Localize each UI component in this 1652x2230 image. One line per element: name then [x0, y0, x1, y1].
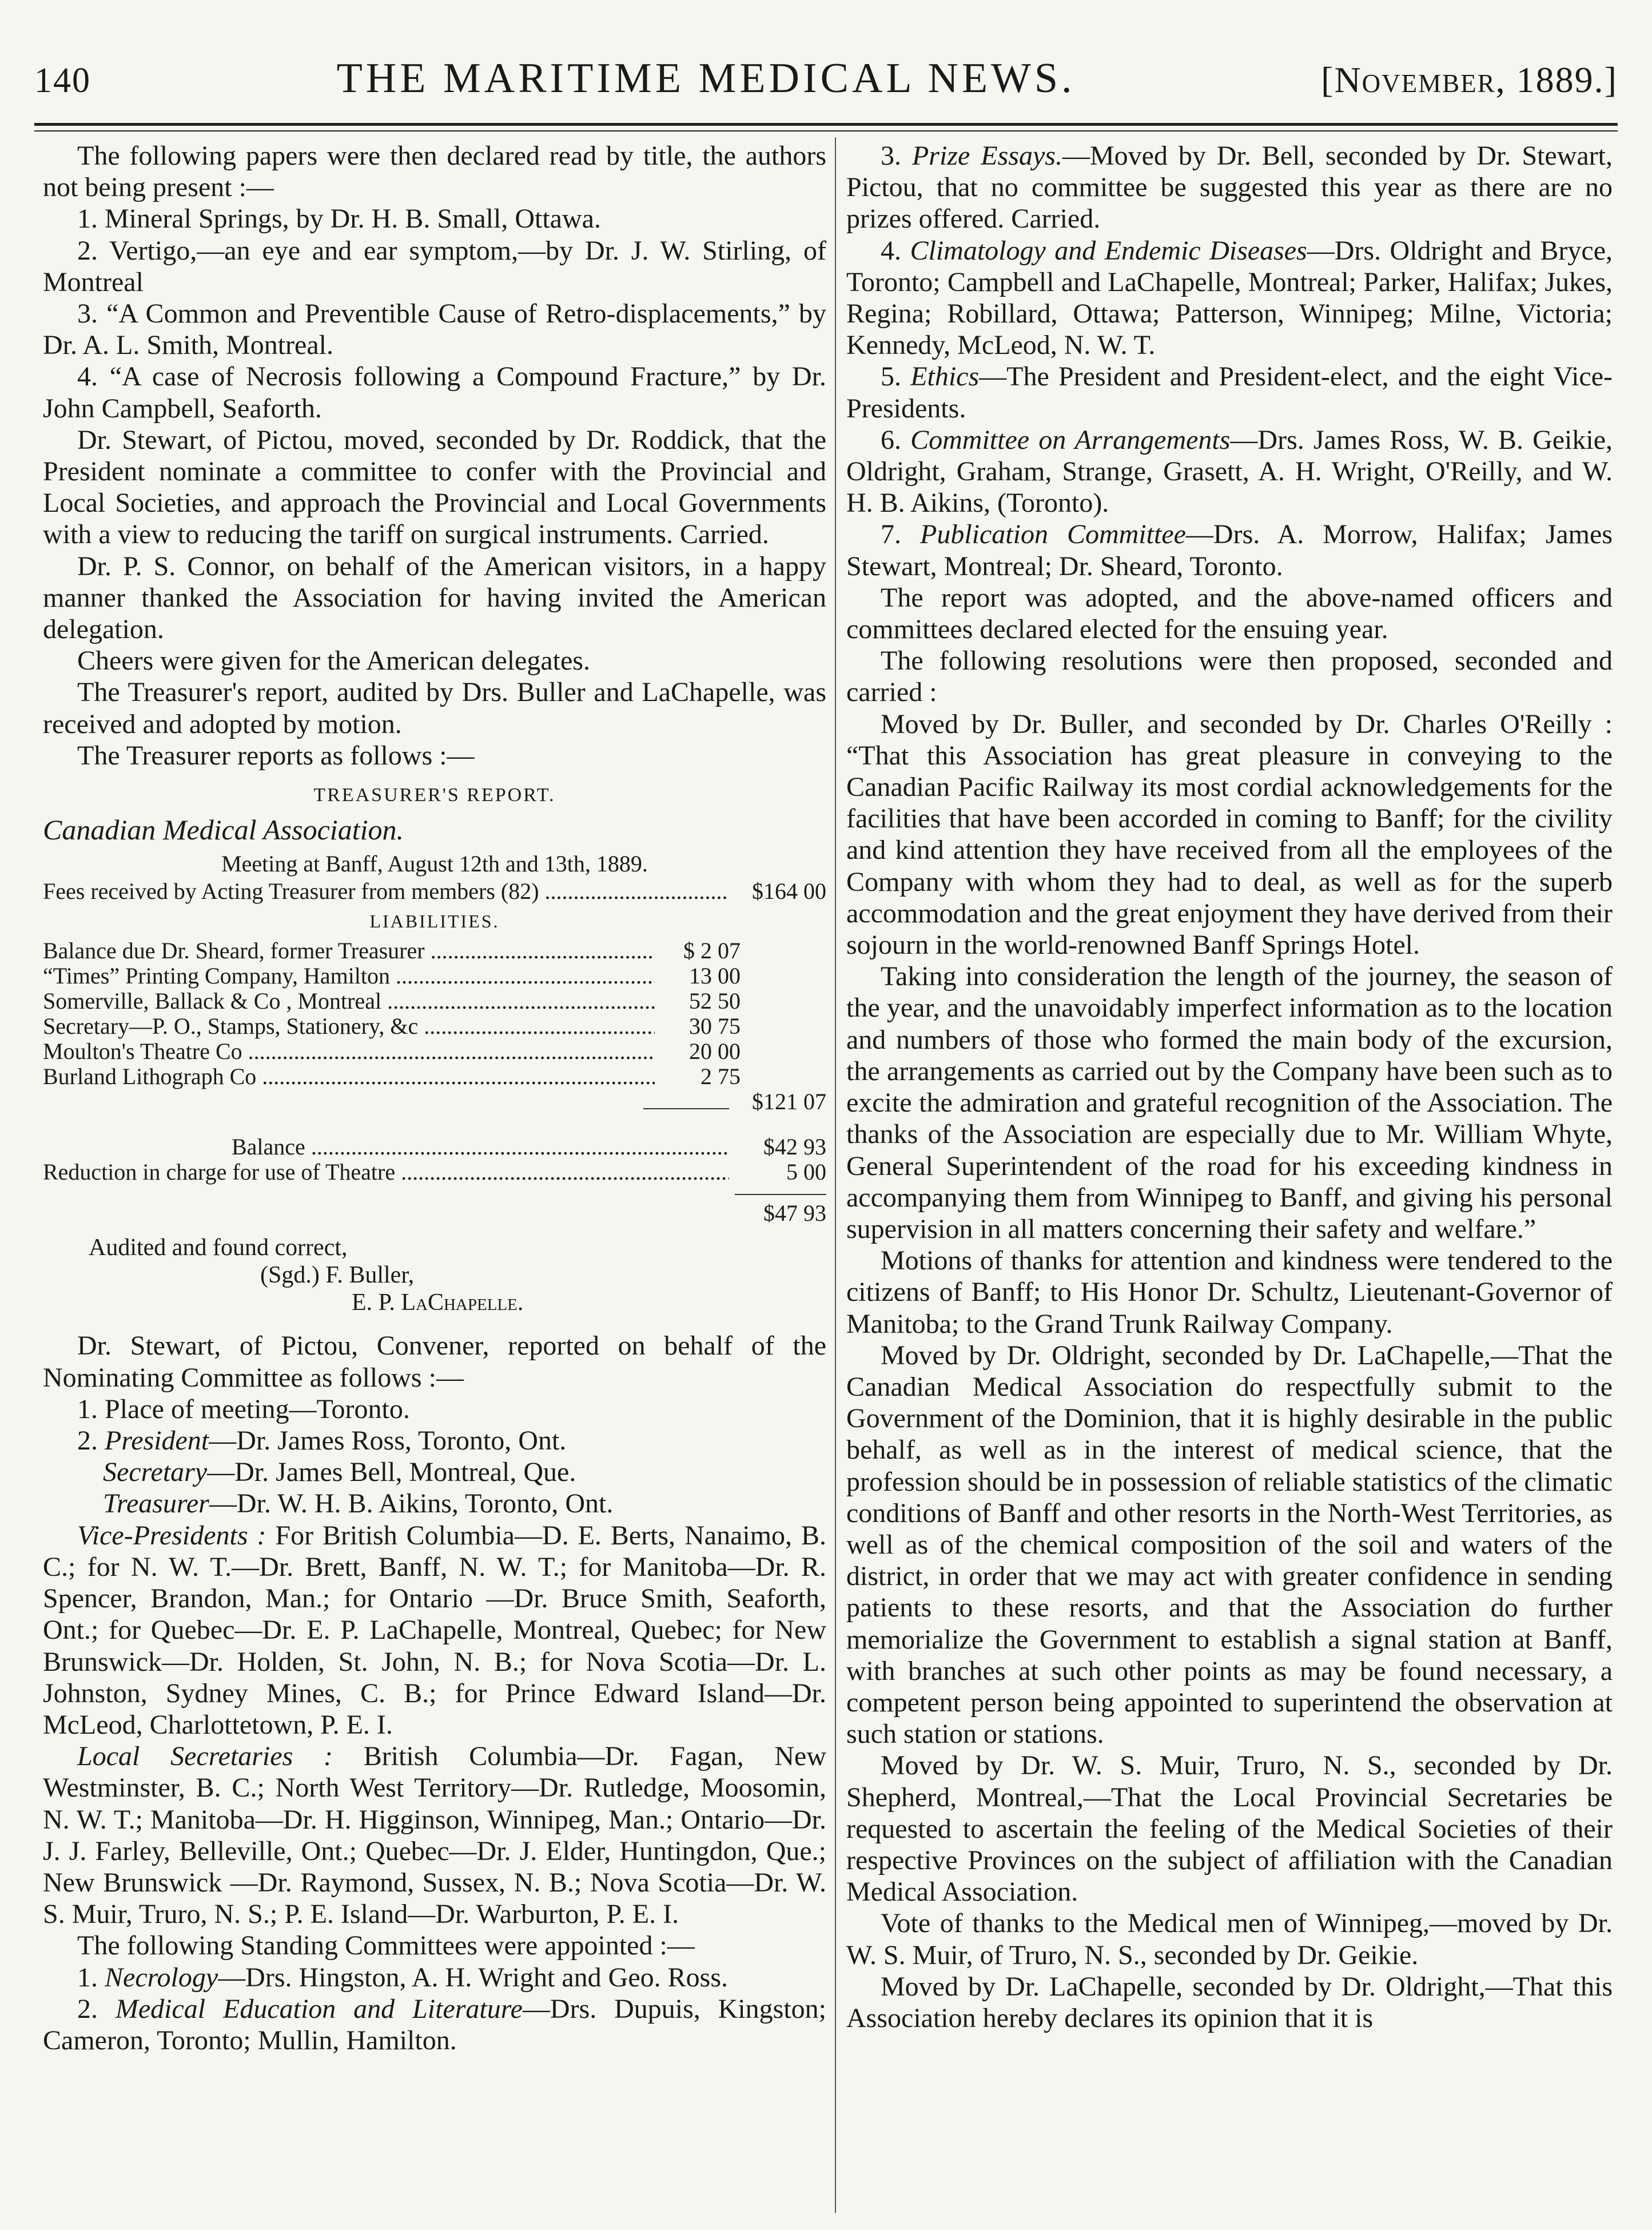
committee-label: Publication Committee: [920, 519, 1186, 550]
sum-rule: [735, 1194, 826, 1195]
paragraph: The following resolutions were then proposed, seconded and carried :: [846, 646, 1613, 708]
fees-amount: $164 00: [752, 878, 826, 905]
liability-label: Moulton's Theatre Co .....: [43, 1039, 655, 1064]
liability-row: [43, 1014, 826, 1039]
committee-item: 1. Necrology—Drs. Hingston, A. H. Wright and Geo. Ross.: [77, 1962, 729, 1993]
balance-label: Balance .....: [43, 1134, 729, 1160]
liability-row: [43, 963, 826, 989]
committee-item: 7. Publication Committee—Drs. A. Morrow, Halifax; James Stewart, Montreal; Dr. Sheard, Toronto.: [846, 519, 1613, 582]
committee-item: 2. Medical Education and Literature—Drs. Dupuis, Kingston; Cameron, Toronto; Mullin, Hamilton.: [43, 1993, 826, 2056]
committee-label: Committee on Arrangements: [910, 424, 1231, 455]
paragraph: Cheers were given for the American delegates.: [77, 646, 590, 676]
paragraph: Dr. Stewart, of Pictou, moved, seconded by Dr. Roddick, that the President nominate a committee to confer with the Provincial and Local Societies, and approach the Provincial and Local Governments with a view to reducing the tariff on surgical instruments. Carried.: [43, 424, 826, 550]
paragraph: Dr. Stewart, of Pictou, Convener, reported on behalf of the Nominating Committee as follows :—: [43, 1331, 826, 1393]
liability-label: Secretary—P. O., Stamps, Stationery, &c .....: [43, 1014, 655, 1039]
column-divider: [835, 137, 836, 2213]
nomination-item: 1. Place of meeting—Toronto.: [77, 1393, 410, 1424]
resolution: Moved by Dr. Oldright, seconded by Dr. LaChapelle,—That the Canadian Medical Association do respectfully submit to the Government of the Dominion, that it is highly desirable in the public behalf, as well as in the interest of medical science, that the profession should be in possession of reliable statistics of the climatic conditions of Banff and other resorts in the North-West Territories, as well as of the chemical composition of the soil and waters of the district, in order that we may act with greater confidence in sending patients to these resorts, and that the Association do further memorialize the Government to establish a signal station at Banff, with branches at such other points as may be found necessary, a competent person being appointed to superintend the observation at such station or stations.: [846, 1340, 1613, 1750]
final-total: $47 93: [763, 1200, 826, 1226]
resolution: Moved by Dr. LaChapelle, seconded by Dr. Oldright,—That this Association hereby declares its opinion that it is: [846, 1971, 1613, 2033]
paper-item: 2. Vertigo,—an eye and ear symptom,—by Dr. J. W. Stirling, of Montreal: [43, 235, 826, 297]
liability-amount: 52 50: [689, 988, 741, 1014]
liability-amount: 20 00: [689, 1038, 741, 1065]
nomination-item: Treasurer—Dr. W. H. B. Aikins, Toronto, Ont.: [103, 1488, 614, 1519]
reduction-row: [43, 1160, 826, 1185]
liability-label: Balance due Dr. Sheard, former Treasurer .....: [43, 938, 655, 963]
liability-row: [43, 989, 826, 1014]
committee-item: 6. Committee on Arrangements—Drs. James Ross, W. B. Geikie, Oldright, Graham, Strange, Grasett, A. H. Wright, O'Reilly, and W. H. B. Aikins, (Toronto).: [846, 424, 1613, 519]
journal-title: THE MARITIME MEDICAL NEWS.: [336, 55, 1076, 102]
paragraph: The following papers were then declared read by title, the authors not being present :—: [43, 141, 826, 203]
liabilities-total: $121 07: [752, 1089, 826, 1115]
audit-signature: (Sgd.) F. Buller,: [260, 1262, 415, 1289]
audit-line: Audited and found correct,: [89, 1235, 348, 1261]
liability-amount: 2 75: [700, 1064, 741, 1090]
paragraph: The Treasurer reports as follows :—: [77, 740, 475, 771]
committee-item: 4. Climatology and Endemic Diseases—Drs. Oldright and Bryce, Toronto; Campbell and LaChapelle, Montreal; Parker, Halifax; Jukes, Regina; Robillard, Ottawa; Patterson, Winnipeg; Milne, Victoria; Kennedy, McLeod, N. W. T.: [846, 235, 1613, 361]
liabilities-heading: LIABILITIES.: [369, 911, 500, 932]
liability-row: [43, 938, 826, 963]
committee-item: 3. Prize Essays.—Moved by Dr. Bell, seconded by Dr. Stewart, Pictou, that no committee be suggested this year as there are no prizes offered. Carried.: [846, 141, 1613, 234]
committee-label: Prize Essays.: [911, 141, 1062, 171]
liability-row: [43, 1039, 826, 1064]
office-label: Treasurer: [103, 1488, 209, 1519]
reduction-label: Reduction in charge for use of Theatre .....: [43, 1160, 729, 1185]
meeting-line: Meeting at Banff, August 12th and 13th, 1889.: [221, 851, 648, 877]
liability-row: [43, 1064, 826, 1089]
balance-amount: $42 93: [763, 1134, 826, 1160]
paragraph: Dr. P. S. Connor, on behalf of the American visitors, in a happy manner thanked the Association for having invited the American delegation.: [43, 551, 826, 645]
left-column: [43, 140, 826, 2210]
fees-label: Fees received by Acting Treasurer from members (82) .....: [43, 879, 729, 904]
liability-amount: 13 00: [689, 963, 741, 989]
liability-label: Somerville, Ballack & Co , Montreal .....: [43, 989, 655, 1014]
resolution: Moved by Dr. Buller, and seconded by Dr. Charles O'Reilly : “That this Association has great pleasure in conveying to the Canadian Pacific Railway its most cordial acknowledgements for the facilities that have been accorded in coming to Banff; for the civility and kind attention they have received from all the employees of the Company with whom they had to deal, as well as for the superb accommodation and the great enjoyment they have derived from their sojourn in the world-renowned Banff Springs Hotel.: [846, 708, 1613, 961]
paper-item: 4. “A case of Necrosis following a Compound Fracture,” by Dr. John Campbell, Seaforth.: [43, 361, 826, 424]
liability-amount: $ 2 07: [683, 938, 741, 964]
header-rule-thin: [34, 130, 1618, 132]
audit-block: [89, 1234, 826, 1316]
treasurer-report-heading: TREASURER'S REPORT.: [313, 785, 556, 806]
right-column: [846, 140, 1613, 2210]
liabilities-total-row: [43, 1089, 826, 1117]
association-name: Canadian Medical Association.: [43, 814, 404, 846]
office-label: Secretary: [103, 1457, 208, 1488]
paragraph: The Treasurer's report, audited by Drs. Buller and LaChapelle, was received and adopted by motion.: [43, 677, 826, 739]
local-secretaries: Local Secretaries : British Columbia—Dr. Fagan, New Westminster, B. C.; North West Territory—Dr. Rutledge, Moosomin, N. W. T.; Manitoba—Dr. H. Higginson, Winnipeg, Man.; Ontario—Dr. J. J. Farley, Belleville, Ont.; Quebec—Dr. J. Elder, Huntingdon, Que.; New Brunswick —Dr. Raymond, Sussex, N. B.; Nova Scotia—Dr. W. S. Muir, Truro, N. S.; P. E. Island—Dr. Warburton, P. E. I.: [43, 1741, 826, 1930]
committee-label: Ethics: [910, 361, 980, 392]
office-label: Local Secretaries :: [77, 1741, 333, 1772]
liability-amount: 30 75: [689, 1013, 741, 1040]
vice-presidents: Vice-Presidents : For British Columbia—D. E. Berts, Nanaimo, B. C.; for N. W. T.—Dr. Brett, Banff, N. W. T.; for Manitoba—Dr. R. Spencer, Brandon, Man.; for Ontario —Dr. Bruce Smith, Seaforth, Ont.; for Quebec—Dr. E. P. LaChapelle, Montreal, Quebec; for New Brunswick—Dr. Holden, St. John, N. B.; for Nova Scotia—Dr. L. Johnston, Sydney Mines, C. B.; for Prince Edward Island—Dr. McLeod, Charlottetown, P. E. I.: [43, 1520, 826, 1740]
committee-item: 5. Ethics—The President and President-elect, and the eight Vice-Presidents.: [846, 361, 1613, 424]
committee-label: Necrology: [105, 1962, 218, 1993]
committee-label: Climatology and Endemic Diseases: [910, 235, 1307, 266]
financial-statement: [43, 851, 826, 1226]
liability-label: “Times” Printing Company, Hamilton .....: [43, 963, 655, 989]
fees-row: [43, 879, 826, 904]
paragraph: Taking into consideration the length of the journey, the season of the year, and the unavoidably imperfect information as to the location and numbers of those who formed the main body of the excursion, the arrangements as carried out by the Company have been such as to excite the admiration and grateful recognition of the Association. The thanks of the Association are especially due to Mr. William Whyte, General Superintendent of the road for his exceeding kindness in accompanying them from Winnipeg to Banff, and giving his personal supervision in all matters concerning their safety and welfare.”: [846, 961, 1613, 1244]
resolution: Vote of thanks to the Medical men of Winnipeg,—moved by Dr. W. S. Muir, of Truro, N. S., seconded by Dr. Geikie.: [846, 1908, 1613, 1970]
liability-label: Burland Lithograph Co .....: [43, 1064, 655, 1089]
committee-label: Medical Education and Literature: [115, 1993, 523, 2024]
page-number: 140: [34, 61, 91, 100]
reduction-amount: 5 00: [786, 1159, 826, 1185]
paragraph: Motions of thanks for attention and kindness were tendered to the citizens of Banff; to His Honor Dr. Schultz, Lieutenant-Governor of Manitoba; to the Grand Trunk Railway Company.: [846, 1245, 1613, 1339]
paragraph: The following Standing Committees were appointed :—: [77, 1930, 695, 1961]
nomination-item: Secretary—Dr. James Bell, Montreal, Que.: [103, 1457, 576, 1488]
balance-row: [43, 1134, 826, 1160]
audit-signature-2: E. P. LaChapelle.: [352, 1289, 524, 1316]
issue-date: [November, 1889.]: [1321, 59, 1618, 100]
office-label: President: [105, 1425, 209, 1456]
office-label: Vice-Presidents :: [77, 1520, 266, 1551]
final-total-row: [43, 1201, 826, 1226]
paragraph: The report was adopted, and the above-named officers and committees declared elected for the ensuing year.: [846, 582, 1613, 645]
paper-item: 1. Mineral Springs, by Dr. H. B. Small, Ottawa.: [77, 204, 601, 234]
running-header: [34, 54, 1618, 117]
nomination-item: 2. President—Dr. James Ross, Toronto, Ont.: [77, 1425, 567, 1456]
paper-item: 3. “A Common and Preventible Cause of Retro-displacements,” by Dr. A. L. Smith, Montreal.: [43, 298, 826, 361]
header-rule-thick: [34, 123, 1618, 126]
resolution: Moved by Dr. W. S. Muir, Truro, N. S., seconded by Dr. Shepherd, Montreal,—That the Local Provincial Secretaries be requested to ascertain the feeling of the Medical Societies of their respective Provinces on the subject of affiliation with the Canadian Medical Association.: [846, 1750, 1613, 1908]
